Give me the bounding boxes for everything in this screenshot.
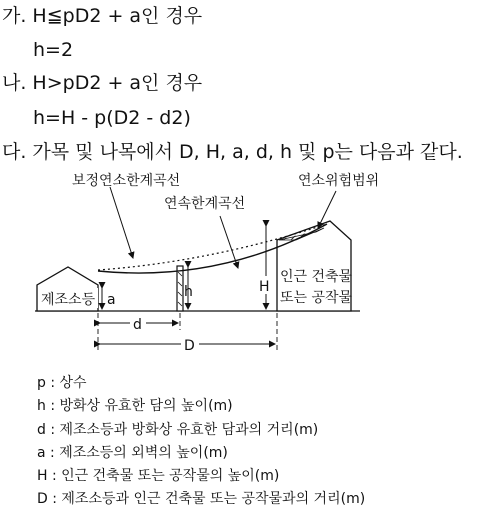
label-correction-curve: 보정연소한계곡선	[72, 173, 181, 189]
legend-d: d : 제조소등과 방화상 유효한 담과의 거리(m)	[37, 422, 319, 438]
item-na-formula: h=H - p(D2 - d2)	[33, 107, 191, 129]
item-na-heading: 나. H>pD2 + a인 경우	[2, 72, 203, 94]
legend-h: h : 방화상 유효한 담의 높이(m)	[37, 398, 233, 414]
label-a: a	[107, 292, 116, 308]
label-limit-curve: 연속한계곡선	[164, 196, 246, 212]
legend-H: H : 인근 건축물 또는 공작물의 높이(m)	[37, 468, 280, 484]
label-H: H	[259, 279, 270, 295]
item-da-heading: 다. 가목 및 나목에서 D, H, a, d, h 및 p는 다음과 같다.	[2, 141, 463, 163]
label-d: d	[133, 317, 142, 333]
label-D: D	[184, 338, 195, 354]
legend-D: D : 제조소등과 인근 건축물 또는 공작물과의 거리(m)	[37, 491, 366, 507]
label-h: h	[184, 284, 193, 300]
facility-label: 제조소등	[41, 292, 96, 308]
item-ga-formula: h=2	[33, 39, 74, 61]
building-label-1: 인근 건축물	[280, 269, 353, 285]
legend-a: a : 제조소등의 외벽의 높이(m)	[37, 445, 228, 461]
building-label-2: 또는 공작물	[280, 290, 353, 306]
legend-p: p : 상수	[37, 375, 87, 391]
item-ga-heading: 가. H≦pD2 + a인 경우	[2, 5, 203, 27]
label-risk-range: 연소위험범위	[298, 173, 380, 189]
